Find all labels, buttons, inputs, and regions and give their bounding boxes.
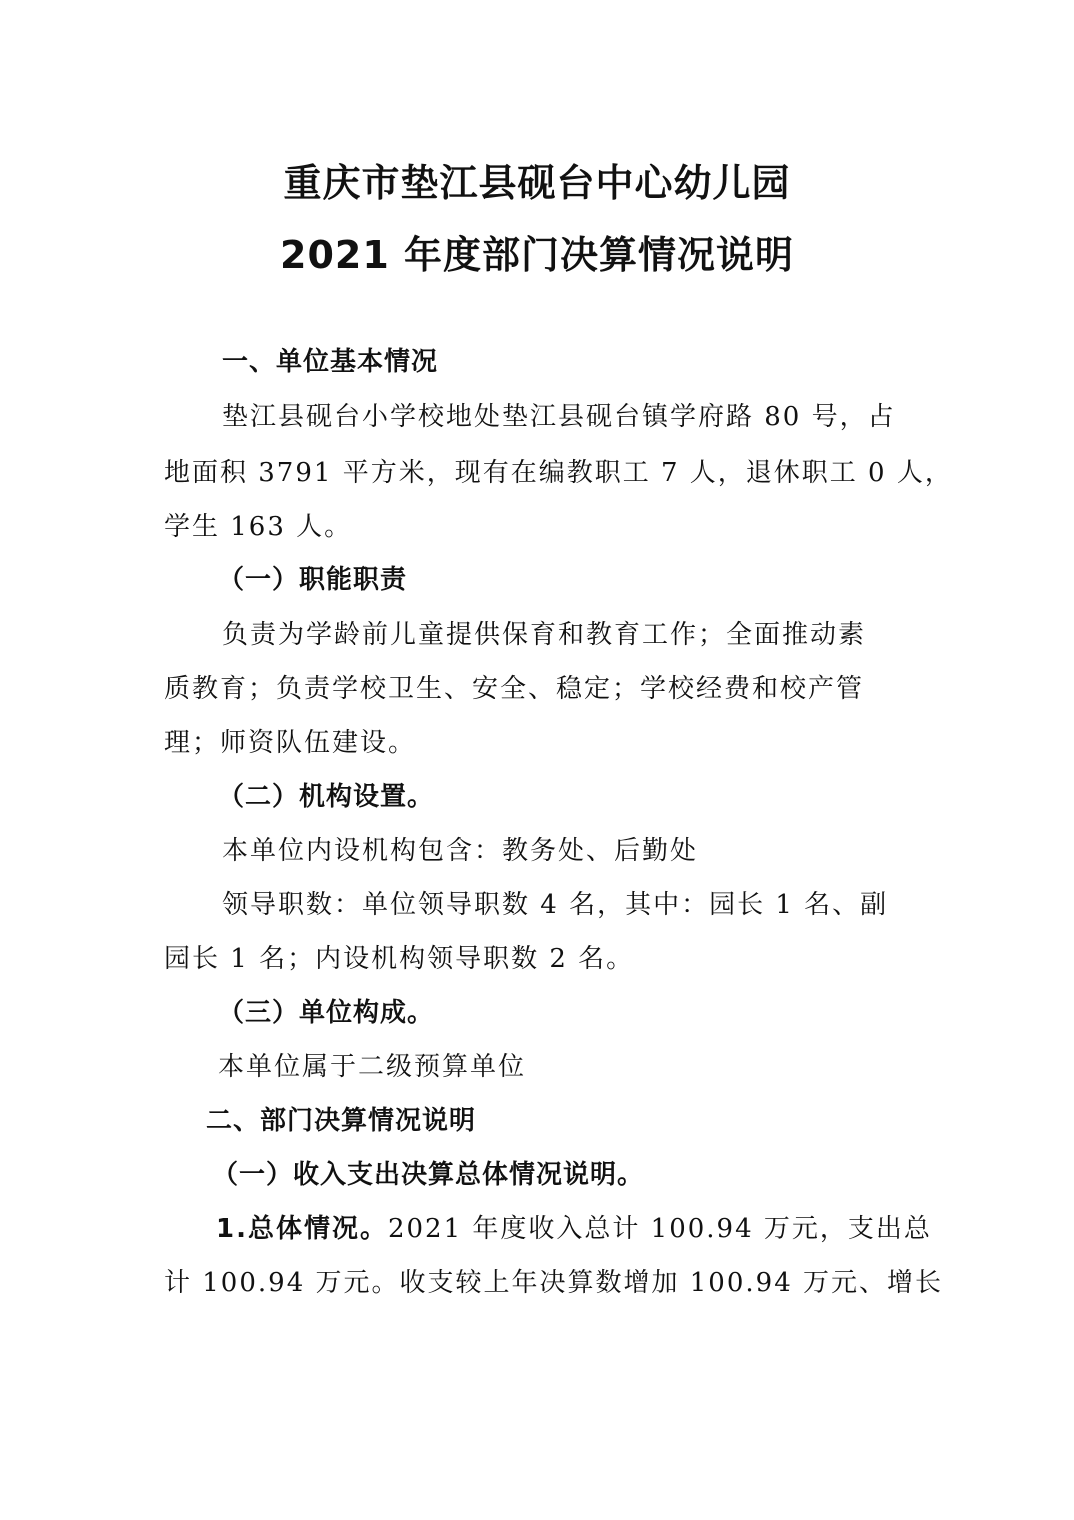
item-text: 2021 年度收入总计 100.94 万元，支出总 xyxy=(387,1214,932,1244)
paragraph-line: 领导职数：单位领导职数 4 名，其中：园长 1 名、副 xyxy=(222,890,889,920)
paragraph-line: 本单位属于二级预算单位 xyxy=(218,1052,527,1082)
paragraph-line: 学生 163 人。 xyxy=(164,512,353,542)
subsection-heading: （三）单位构成。 xyxy=(218,998,435,1028)
subsection-heading: （一）收入支出决算总体情况说明。 xyxy=(212,1160,645,1190)
paragraph-line: 理；师资队伍建设。 xyxy=(164,728,417,758)
section2-heading: 二、部门决算情况说明 xyxy=(206,1106,477,1136)
paragraph-line: 质教育；负责学校卫生、安全、稳定；学校经费和校产管 xyxy=(164,674,865,704)
paragraph-line: 园长 1 名；内设机构领导职数 2 名。 xyxy=(164,944,635,974)
paragraph-line: 地面积 3791 平方米，现有在编教职工 7 人，退休职工 0 人， xyxy=(164,458,953,488)
document-title-line2: 2021 年度部门决算情况说明 xyxy=(280,233,794,277)
document-title-line1: 重庆市垫江县砚台中心幼儿园 xyxy=(283,161,791,205)
paragraph-line: 计 100.94 万元。收支较上年决算数增加 100.94 万元、增长 xyxy=(164,1268,944,1298)
subsection-heading: （一）职能职责 xyxy=(218,565,408,595)
section1-heading: 一、单位基本情况 xyxy=(222,347,439,377)
paragraph-line: 本单位内设机构包含：教务处、后勤处 xyxy=(222,836,699,866)
paragraph-line: 垫江县砚台小学校地处垫江县砚台镇学府路 80 号，占 xyxy=(222,402,896,432)
item-label: 1.总体情况。 xyxy=(216,1214,388,1244)
paragraph-line xyxy=(216,1212,932,1246)
subsection-heading: （二）机构设置。 xyxy=(218,782,435,812)
paragraph-line: 负责为学龄前儿童提供保育和教育工作；全面推动素 xyxy=(222,620,867,650)
